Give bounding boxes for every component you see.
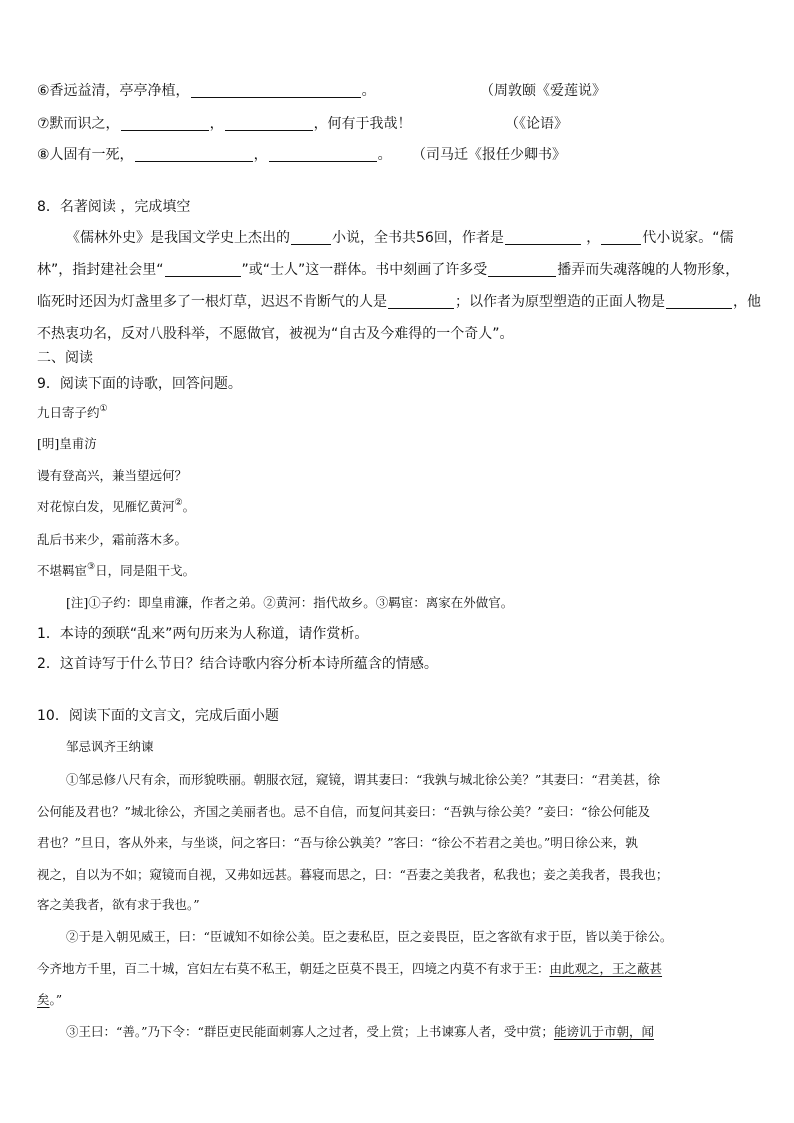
q8-line-2 <box>37 261 739 279</box>
q8-text: 小说，全书共56回，作者是 <box>332 230 504 246</box>
poem-line-text: 不堪羁宦 <box>37 563 88 578</box>
underlined-sentence: 能谤讥于市朝，闻 <box>553 1024 654 1039</box>
fill-item-7 <box>37 115 412 133</box>
passage-line: 视之，自以为不如；窥镜而自视，又弗如远甚。暮寝而思之，曰：“吾妻之美我者，私我也；妾之美我者，畏我也； <box>37 867 669 882</box>
q8-text: 代小说家。“儒 <box>642 230 734 246</box>
poem-line-1: 谩有登高兴，兼当望远何？ <box>37 468 188 483</box>
answer-blank[interactable] <box>269 147 377 162</box>
answer-blank[interactable] <box>488 262 556 277</box>
answer-blank[interactable] <box>505 230 581 245</box>
poem-line-2 <box>37 498 195 516</box>
fill-item-7-text: ⑦默而识之， <box>37 116 120 132</box>
poem-line-text: 对花惊白发，见雁忆黄河 <box>37 499 175 514</box>
passage-line: ①邹忌修八尺有余，而形貌昳丽。朝服衣冠，窥镜，谓其妻曰：“我孰与城北徐公美？”其妻曰：“君美甚，徐 <box>66 772 661 787</box>
q8-text: ；以作者为原型塑造的正面人物是 <box>455 294 665 310</box>
answer-blank[interactable] <box>388 294 454 309</box>
fill-item-7-end: ，何有于我哉！ <box>313 116 412 132</box>
answer-blank[interactable] <box>601 230 641 245</box>
q8-text: ，他 <box>733 294 761 310</box>
q9-subquestion-2: 2．这首诗写于什么节日？结合诗歌内容分析本诗所蕴含的情感。 <box>37 656 438 672</box>
poem-title-text: 九日寄子约 <box>37 405 100 420</box>
q8-text: 临死时还因为灯盏里多了一根灯草，迟迟不肯断气的人是 <box>37 294 387 310</box>
footnote-marker: ② <box>174 498 183 508</box>
passage-line: 君也？”旦日，客从外来，与坐谈，问之客曰：“吾与徐公孰美？”客曰：“徐公不若君之美也。”明日徐公来，孰 <box>37 835 638 850</box>
underlined-sentence: 由此观之，王之蔽甚 <box>549 961 663 976</box>
answer-blank[interactable] <box>121 116 209 131</box>
q10-heading: 10．阅读下面的文言文，完成后面小题 <box>37 708 279 724</box>
poem-line-4 <box>37 562 195 580</box>
passage-line: ②于是入朝见威王，曰：“臣诚知不如徐公美。臣之妻私臣，臣之妾畏臣，臣之客欲有求于臣，皆以美于徐公。 <box>66 929 673 944</box>
answer-blank[interactable] <box>165 262 241 277</box>
q8-line-1 <box>66 229 734 247</box>
fill-item-6 <box>37 82 376 100</box>
section-heading: 二、阅读 <box>37 350 93 366</box>
answer-blank[interactable] <box>291 230 331 245</box>
q9-subquestion-1: 1．本诗的颈联“乱来”两句历来为人称道，请作赏析。 <box>37 626 369 642</box>
fill-item-6-text: ⑥香远益清，亭亭净植， <box>37 83 190 99</box>
poem-title <box>37 404 108 422</box>
passage-line: 公何能及君也？”城北徐公，齐国之美丽者也。忌不自信，而复问其妾曰：“吾孰与徐公美？”妾曰：“徐公何能及 <box>37 804 651 819</box>
fill-item-8-source: （司马迁《报任少卿书》 <box>412 147 566 163</box>
poem-author: [明]皇甫汸 <box>37 436 97 451</box>
q8-text: ”或“士人”这一群体。书中刻画了许多受 <box>241 262 488 278</box>
fill-item-8-sep: ， <box>253 147 268 163</box>
fill-item-7-source: （《论语》 <box>505 116 568 132</box>
fill-item-7-sep: ， <box>209 116 224 132</box>
answer-blank[interactable] <box>225 116 313 131</box>
passage-text: 今齐地方千里，百二十城，宫妇左右莫不私王，朝廷之臣莫不畏王，四境之内莫不有求于王： <box>37 961 550 976</box>
passage-line <box>37 991 62 1009</box>
fill-item-6-end: 。 <box>361 83 376 99</box>
q8-text: ， <box>581 230 601 246</box>
fill-item-6-source: （周敦颐《爱莲说》 <box>480 83 606 99</box>
fill-item-8 <box>37 146 392 164</box>
poem-line-3: 乱后书来少，霜前落木多。 <box>37 532 188 547</box>
passage-title: 邹忌讽齐王纳谏 <box>66 739 154 754</box>
underlined-sentence: 矣 <box>37 992 50 1007</box>
poem-line-text: 。 <box>182 499 196 514</box>
footnote-marker: ① <box>99 404 108 414</box>
passage-text: 。” <box>49 992 63 1007</box>
fill-item-8-end: 。 <box>377 147 392 163</box>
footnote-marker: ③ <box>87 562 96 572</box>
q8-text: 播弄而失魂落魄的人物形象， <box>557 262 740 278</box>
passage-line <box>66 1023 654 1041</box>
q8-text: 林”，指封建社会里“ <box>37 262 164 278</box>
passage-text: ③王曰：“善。”乃下令：“群臣吏民能面刺寡人之过者，受上赏；上书谏寡人者，受中赏； <box>66 1024 554 1039</box>
q8-line-4: 不热衷功名，反对八股科举，不愿做官，被视为“自古及今难得的一个奇人”。 <box>37 326 514 342</box>
answer-blank[interactable] <box>135 147 253 162</box>
answer-blank[interactable] <box>191 83 361 98</box>
passage-line <box>37 960 662 978</box>
q8-line-3 <box>37 293 761 311</box>
q8-heading: 8．名著阅读 ，完成填空 <box>37 199 191 215</box>
poem-annotation: [注]①子约：即皇甫濂，作者之弟。②黄河：指代故乡。③羁宦：离家在外做官。 <box>66 595 514 610</box>
q9-heading: 9．阅读下面的诗歌，回答问题。 <box>37 376 242 392</box>
passage-line: 客之美我者，欲有求于我也。” <box>37 897 200 912</box>
q8-text: 《儒林外史》是我国文学史上杰出的 <box>66 230 290 246</box>
answer-blank[interactable] <box>666 294 732 309</box>
fill-item-8-text: ⑧人固有一死， <box>37 147 134 163</box>
poem-line-text: 日，同是阻干戈。 <box>95 563 196 578</box>
